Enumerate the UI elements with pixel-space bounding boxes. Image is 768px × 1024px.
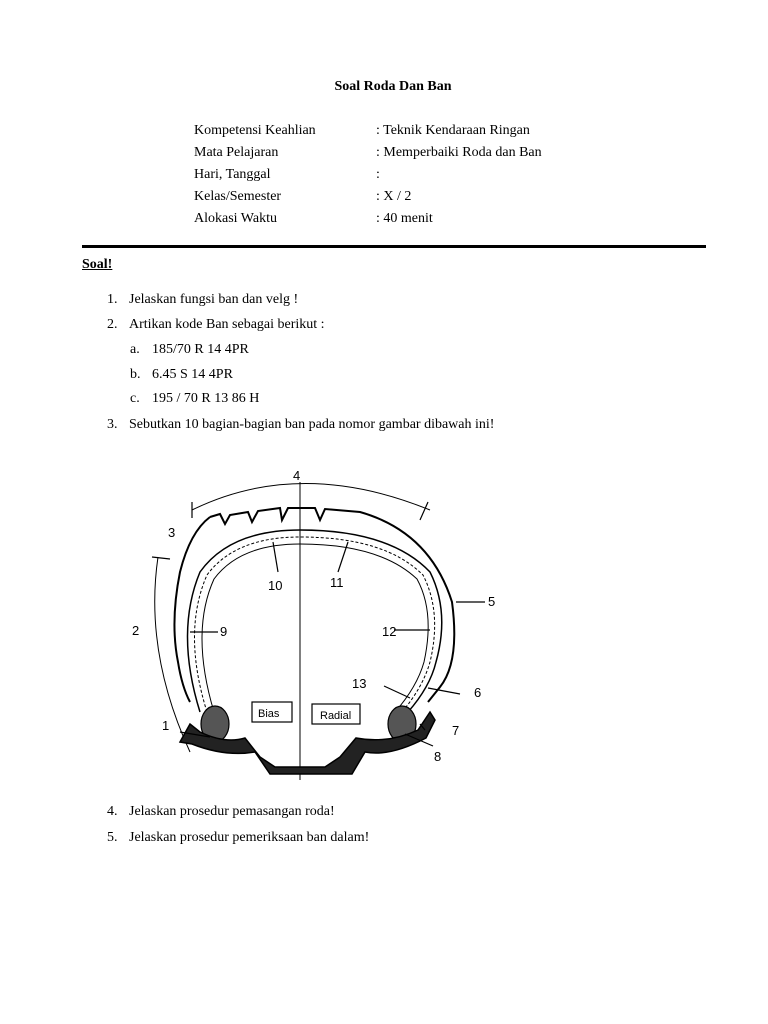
info-value: : [376, 167, 380, 182]
callout-7: 7 [452, 723, 460, 738]
callout-13: 13 [352, 676, 367, 691]
callout-8: 8 [434, 749, 442, 764]
page-title: Soal Roda Dan Ban [334, 79, 452, 94]
tire-cross-section-diagram [130, 462, 510, 797]
question-number: 3. [107, 417, 118, 432]
info-value: : 40 menit [376, 211, 433, 226]
info-label: Alokasi Waktu [194, 211, 277, 226]
bias-label: Bias [258, 708, 280, 720]
question-text: 6.45 S 14 4PR [152, 367, 233, 382]
soal-heading: Soal! [82, 257, 113, 272]
info-value: : Memperbaiki Roda dan Ban [376, 145, 542, 160]
callout-4: 4 [293, 468, 301, 483]
tire-diagram-svg [130, 462, 510, 792]
callout-12: 12 [382, 624, 397, 639]
question-number: 4. [107, 804, 118, 819]
callout-5: 5 [488, 594, 496, 609]
callout-1: 1 [162, 718, 170, 733]
question-number: b. [130, 367, 141, 382]
info-label: Kelas/Semester [194, 189, 282, 204]
horizontal-divider [82, 245, 706, 248]
question-number: 2. [107, 317, 118, 332]
question-number: a. [130, 342, 140, 357]
info-value: : Teknik Kendaraan Ringan [376, 123, 530, 138]
info-label: Hari, Tanggal [194, 167, 271, 182]
question-number: 1. [107, 292, 118, 307]
question-text: Jelaskan prosedur pemasangan roda! [129, 804, 335, 819]
callout-3: 3 [168, 525, 176, 540]
question-text: Jelaskan fungsi ban dan velg ! [129, 292, 299, 307]
callout-9: 9 [220, 624, 228, 639]
question-text: Sebutkan 10 bagian-bagian ban pada nomor gambar dibawah ini! [129, 417, 495, 432]
question-number: 5. [107, 830, 118, 845]
question-text: Jelaskan prosedur pemeriksaan ban dalam! [129, 830, 370, 845]
info-label: Mata Pelajaran [194, 145, 279, 160]
question-text: Artikan kode Ban sebagai berikut : [129, 317, 325, 332]
callout-11: 11 [330, 575, 344, 590]
question-text: 195 / 70 R 13 86 H [152, 391, 260, 406]
radial-label: Radial [320, 710, 352, 722]
callout-6: 6 [474, 685, 482, 700]
callout-10: 10 [268, 578, 283, 593]
question-number: c. [130, 391, 140, 406]
callout-2: 2 [132, 623, 140, 638]
info-value: : X / 2 [376, 189, 412, 204]
question-text: 185/70 R 14 4PR [152, 342, 249, 357]
info-label: Kompetensi Keahlian [194, 123, 316, 138]
